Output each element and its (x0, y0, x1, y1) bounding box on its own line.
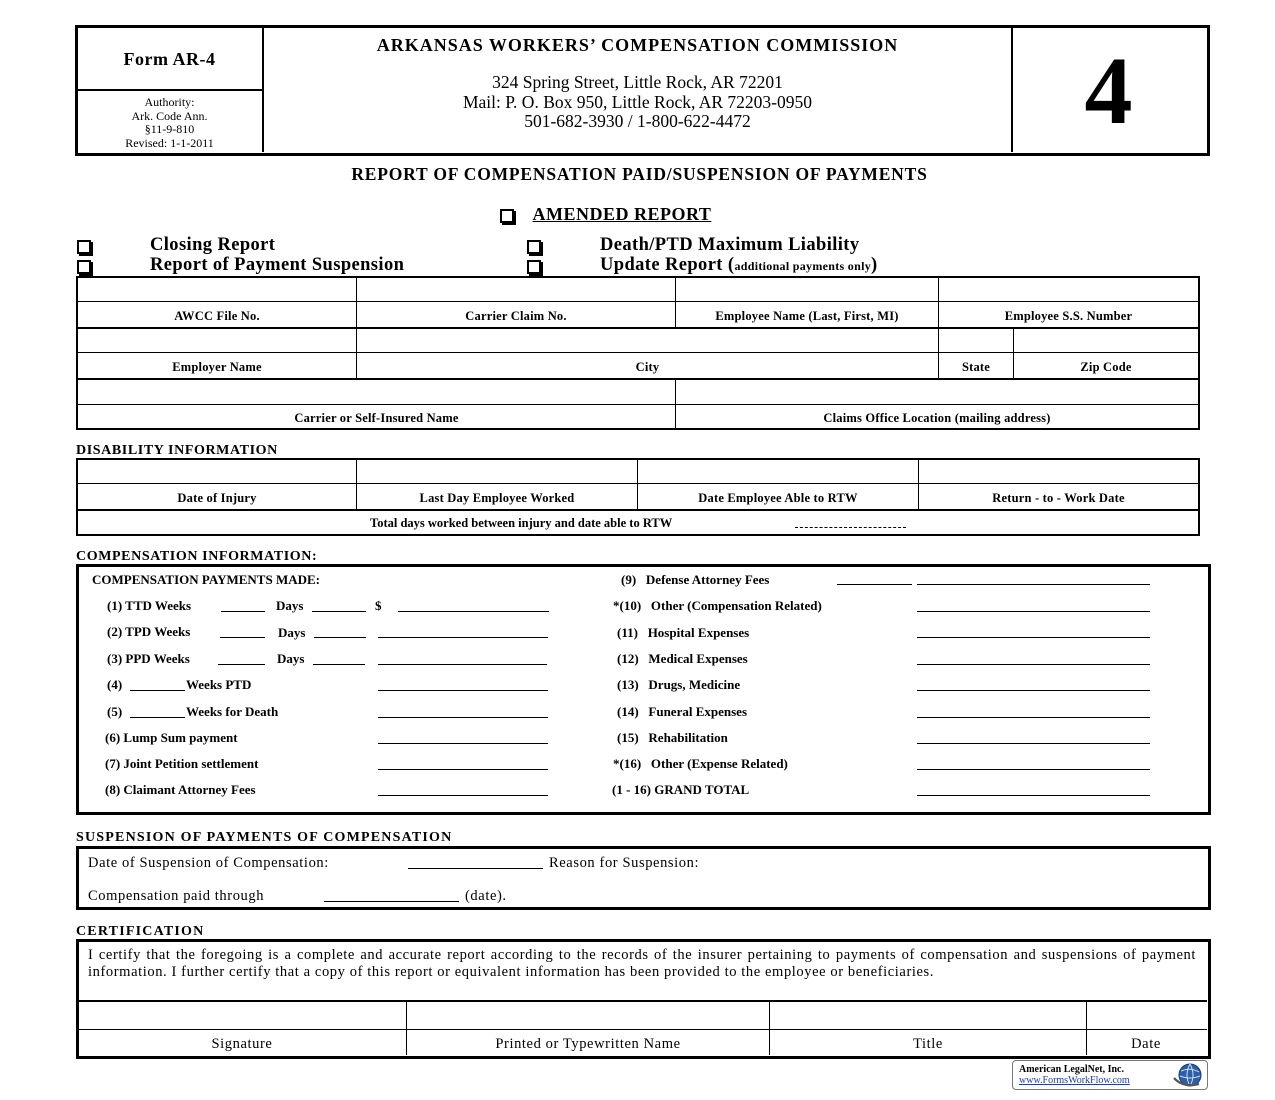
authority-block (77, 96, 262, 150)
closing-report-label: Closing Report (150, 235, 276, 255)
authority-line-2: Ark. Code Ann. (131, 108, 208, 123)
paid-through-suffix: (date). (465, 888, 507, 904)
ptd-prefix: (4) (107, 677, 123, 692)
state-label: State (961, 360, 991, 374)
claimant-attorney-label: (8) Claimant Attorney Fees (105, 782, 256, 797)
ppd-days-label: Days (277, 651, 305, 666)
signature-label: Signature (211, 1036, 273, 1052)
tpd-weeks-label: (2) TPD Weeks (107, 624, 191, 639)
hospital-field[interactable] (917, 637, 1150, 638)
death-ptd-checkbox[interactable] (527, 240, 541, 254)
employee-ssn-label: Employee S.S. Number (1004, 309, 1133, 323)
title-label: Title (913, 1036, 943, 1052)
medical-field[interactable] (917, 664, 1150, 665)
certification-heading: CERTIFICATION (76, 924, 205, 939)
tpd-days-label: Days (278, 625, 306, 640)
claim-info-table (76, 276, 1200, 430)
authority-line-1: Authority: (144, 95, 195, 109)
ttd-amount-field[interactable] (398, 611, 549, 612)
page-title: REPORT OF COMPENSATION PAID/SUSPENSION OF PAYMENTS (351, 164, 928, 184)
hospital-label: (11) Hospital Expenses (617, 625, 750, 640)
compensation-heading: COMPENSATION INFORMATION: (76, 549, 318, 564)
city-label: City (635, 360, 660, 374)
date-able-rtw-label: Date Employee Able to RTW (698, 491, 858, 505)
legalnet-url[interactable]: www.FormsWorkFlow.com (1019, 1075, 1130, 1086)
form-id: Form AR-4 (123, 49, 216, 69)
total-days-label: Total days worked between injury and date able to RTW (370, 516, 673, 530)
suspension-reason-label: Reason for Suspension: (549, 855, 700, 871)
paid-through-label: Compensation paid through (88, 888, 265, 904)
ppd-weeks-field[interactable] (218, 664, 265, 665)
closing-report-checkbox[interactable] (77, 240, 91, 254)
update-report-label: Update Report ( (600, 255, 735, 275)
death-ptd-label: Death/PTD Maximum Liability (600, 235, 860, 255)
ppd-weeks-label: (3) PPD Weeks (107, 651, 190, 666)
globe-icon (1171, 1062, 1205, 1088)
form-number: 4 (1084, 37, 1133, 144)
claimant-attorney-field[interactable] (378, 795, 548, 796)
funeral-field[interactable] (917, 717, 1150, 718)
other-comp-field[interactable] (917, 611, 1150, 612)
zip-label: Zip Code (1080, 360, 1132, 374)
other-comp-label: *(10) Other (Compensation Related) (613, 598, 822, 613)
payments-made-label: COMPENSATION PAYMENTS MADE: (92, 572, 320, 587)
disability-heading: DISABILITY INFORMATION (76, 443, 278, 458)
carrier-name-label: Carrier or Self-Insured Name (294, 411, 459, 425)
ppd-amount-field[interactable] (378, 664, 547, 665)
employer-name-label: Employer Name (172, 360, 262, 374)
funeral-label: (14) Funeral Expenses (617, 704, 747, 719)
last-day-worked-label: Last Day Employee Worked (419, 491, 575, 505)
rtw-date-label: Return - to - Work Date (992, 491, 1125, 505)
ttd-weeks-field[interactable] (221, 611, 265, 612)
suspension-date-label: Date of Suspension of Compensation: (88, 855, 329, 871)
defense-attorney-field-b[interactable] (917, 584, 1150, 585)
ttd-dollar-sign: $ (375, 598, 382, 613)
ttd-weeks-label: (1) TTD Weeks (107, 598, 192, 613)
amended-report-label: AMENDED REPORT (532, 204, 712, 224)
date-label: Date (1131, 1036, 1161, 1052)
awcc-file-no-label: AWCC File No. (174, 309, 260, 323)
legalnet-badge[interactable] (1012, 1060, 1208, 1090)
claims-office-label: Claims Office Location (mailing address) (823, 411, 1051, 425)
ptd-weeks-field[interactable] (130, 690, 185, 691)
agency-phone: 501-682-3930 / 1-800-622-4472 (524, 111, 751, 131)
ttd-days-field[interactable] (312, 611, 366, 612)
employee-name-label: Employee Name (Last, First, MI) (715, 309, 899, 323)
rehab-label: (15) Rehabilitation (617, 730, 728, 745)
tpd-weeks-field[interactable] (220, 637, 265, 638)
death-prefix: (5) (107, 704, 123, 719)
other-expense-label: *(16) Other (Expense Related) (613, 756, 788, 771)
defense-attorney-field-a[interactable] (837, 584, 912, 585)
agency-name: ARKANSAS WORKERS’ COMPENSATION COMMISSION (376, 35, 899, 55)
ptd-weeks-label: Weeks PTD (186, 677, 252, 692)
defense-attorney-label: (9) Defense Attorney Fees (621, 572, 770, 587)
other-expense-field[interactable] (917, 769, 1150, 770)
printed-name-label: Printed or Typewritten Name (495, 1036, 681, 1052)
drugs-field[interactable] (917, 690, 1150, 691)
tpd-amount-field[interactable] (378, 637, 548, 638)
certification-text: I certify that the foregoing is a complete and accurate report according to the records of the insurer pertaining to payments of compensation and suspensions of payment information. I further certify that a copy of this report or equivalent information has been provided to the employee or beneficiaries. (88, 947, 1196, 980)
update-report-close: ) (871, 255, 878, 275)
death-weeks-field[interactable] (130, 717, 185, 718)
lump-sum-field[interactable] (378, 743, 548, 744)
ppd-days-field[interactable] (313, 664, 365, 665)
death-weeks-label: Weeks for Death (186, 704, 279, 719)
lump-sum-label: (6) Lump Sum payment (105, 730, 238, 745)
date-of-injury-label: Date of Injury (177, 491, 257, 505)
suspension-heading: SUSPENSION OF PAYMENTS OF COMPENSATION (76, 830, 453, 845)
grand-total-field[interactable] (917, 795, 1150, 796)
authority-line-3: §11-9-810 (144, 122, 195, 136)
update-report-note: additional payments only (734, 259, 872, 273)
death-amount-field[interactable] (378, 717, 548, 718)
grand-total-label: (1 - 16) GRAND TOTAL (612, 782, 750, 797)
update-report-checkbox[interactable] (527, 260, 541, 274)
authority-line-4: Revised: 1-1-2011 (125, 135, 214, 150)
agency-address: 324 Spring Street, Little Rock, AR 72201 (492, 72, 783, 92)
rehab-field[interactable] (917, 743, 1150, 744)
drugs-label: (13) Drugs, Medicine (617, 677, 741, 692)
payment-suspension-label: Report of Payment Suspension (150, 255, 405, 275)
joint-petition-label: (7) Joint Petition settlement (105, 756, 259, 771)
tpd-days-field[interactable] (314, 637, 366, 638)
payment-suspension-checkbox[interactable] (77, 260, 91, 274)
ttd-days-label: Days (276, 598, 304, 613)
suspension-date-field[interactable] (408, 868, 543, 869)
total-days-field[interactable] (795, 527, 906, 528)
joint-petition-field[interactable] (378, 769, 548, 770)
legalnet-company: American LegalNet, Inc. (1019, 1064, 1124, 1075)
agency-mail: Mail: P. O. Box 950, Little Rock, AR 72203-0950 (462, 92, 813, 112)
medical-label: (12) Medical Expenses (617, 651, 748, 666)
paid-through-field[interactable] (324, 901, 459, 902)
carrier-claim-no-label: Carrier Claim No. (465, 309, 567, 323)
ptd-amount-field[interactable] (378, 690, 548, 691)
amended-report-checkbox[interactable] (500, 209, 514, 223)
